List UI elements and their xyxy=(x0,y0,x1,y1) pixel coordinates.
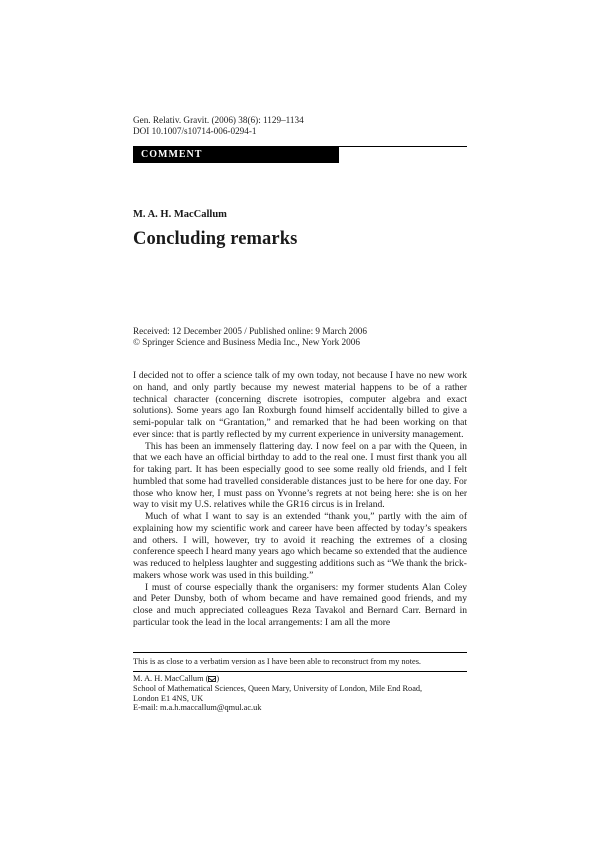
body-paragraph: This has been an immensely flattering day. I now feel on a par with the Queen, in that we each have an official birthday to add to the real one. I must first thank you all for taking part. It has been especially good to see some really old friends, and I felt humbled that some had travelled considerable distances just to be here for one day. For those who know her, I must pass on Yvonne’s regrets at not being here: she is on her way to visit my U.S. relatives while the GR16 circus is in Ireland. xyxy=(133,440,467,511)
article-body xyxy=(133,370,467,629)
affiliation-email: E-mail: m.a.h.maccallum@qmul.ac.uk xyxy=(133,703,262,713)
publication-dates xyxy=(133,326,367,348)
journal-reference xyxy=(133,115,304,137)
copyright-line: © Springer Science and Business Media Inc., New York 2006 xyxy=(133,337,360,347)
section-label: COMMENT xyxy=(133,146,339,163)
received-line: Received: 12 December 2005 / Published online: 9 March 2006 xyxy=(133,326,367,336)
body-paragraph: I must of course especially thank the organisers: my former students Alan Coley and Peter Dunsby, both of whom became and have remained good friends, and my close and much appreciated colleagues Reza Tavakol and Bernard Carr. Bernard in particular took the lead in the local arrangements: I am all the more xyxy=(133,581,467,628)
envelope-icon xyxy=(208,676,216,682)
affiliation-name: M. A. H. MacCallum ( xyxy=(133,674,209,683)
body-paragraph: I decided not to offer a science talk of my own today, not because I have no new work on hand, and only partly because my newest material happens to be of a rather technical character (concerning discrete isotropies, computer algebra and exact solutions). Some years ago Ian Roxburgh found himself accidentally billed to give a semi-popular talk on “Grantation,” and remarked that he had been working on that ever since: that is partly reflected by my current experience in university management. xyxy=(133,370,467,440)
body-paragraph: Much of what I want to say is an extended “thank you,” partly with the aim of explaining how my scientific work and career have been affected by today’s speakers and others. I will, however, try to avoid it reaching the extremes of a closing conference speech I heard many years ago which became so extended that the audience was reduced to helpless laughter and suggesting additions such as “We thank the brick-makers whose work was used in this building.” xyxy=(133,511,467,581)
header-rule xyxy=(339,146,467,147)
affiliation-address-1: School of Mathematical Sciences, Queen Mary, University of London, Mile End Road, xyxy=(133,683,423,693)
article-title: Concluding remarks xyxy=(133,229,298,249)
journal-citation: Gen. Relativ. Gravit. (2006) 38(6): 1129–1134 xyxy=(133,115,304,125)
affiliation-name-line: M. A. H. MacCallum ( ) xyxy=(133,674,220,683)
footnote-rule xyxy=(133,652,467,653)
author-name: M. A. H. MacCallum xyxy=(133,209,227,220)
footnote: This is as close to a verbatim version as I have been able to reconstruct from my notes. xyxy=(133,657,422,666)
affiliation-rule xyxy=(133,671,467,672)
affiliation-address-2: London E1 4NS, UK xyxy=(133,693,204,703)
doi-line: DOI 10.1007/s10714-006-0294-1 xyxy=(133,126,257,136)
author-affiliation xyxy=(133,674,467,713)
